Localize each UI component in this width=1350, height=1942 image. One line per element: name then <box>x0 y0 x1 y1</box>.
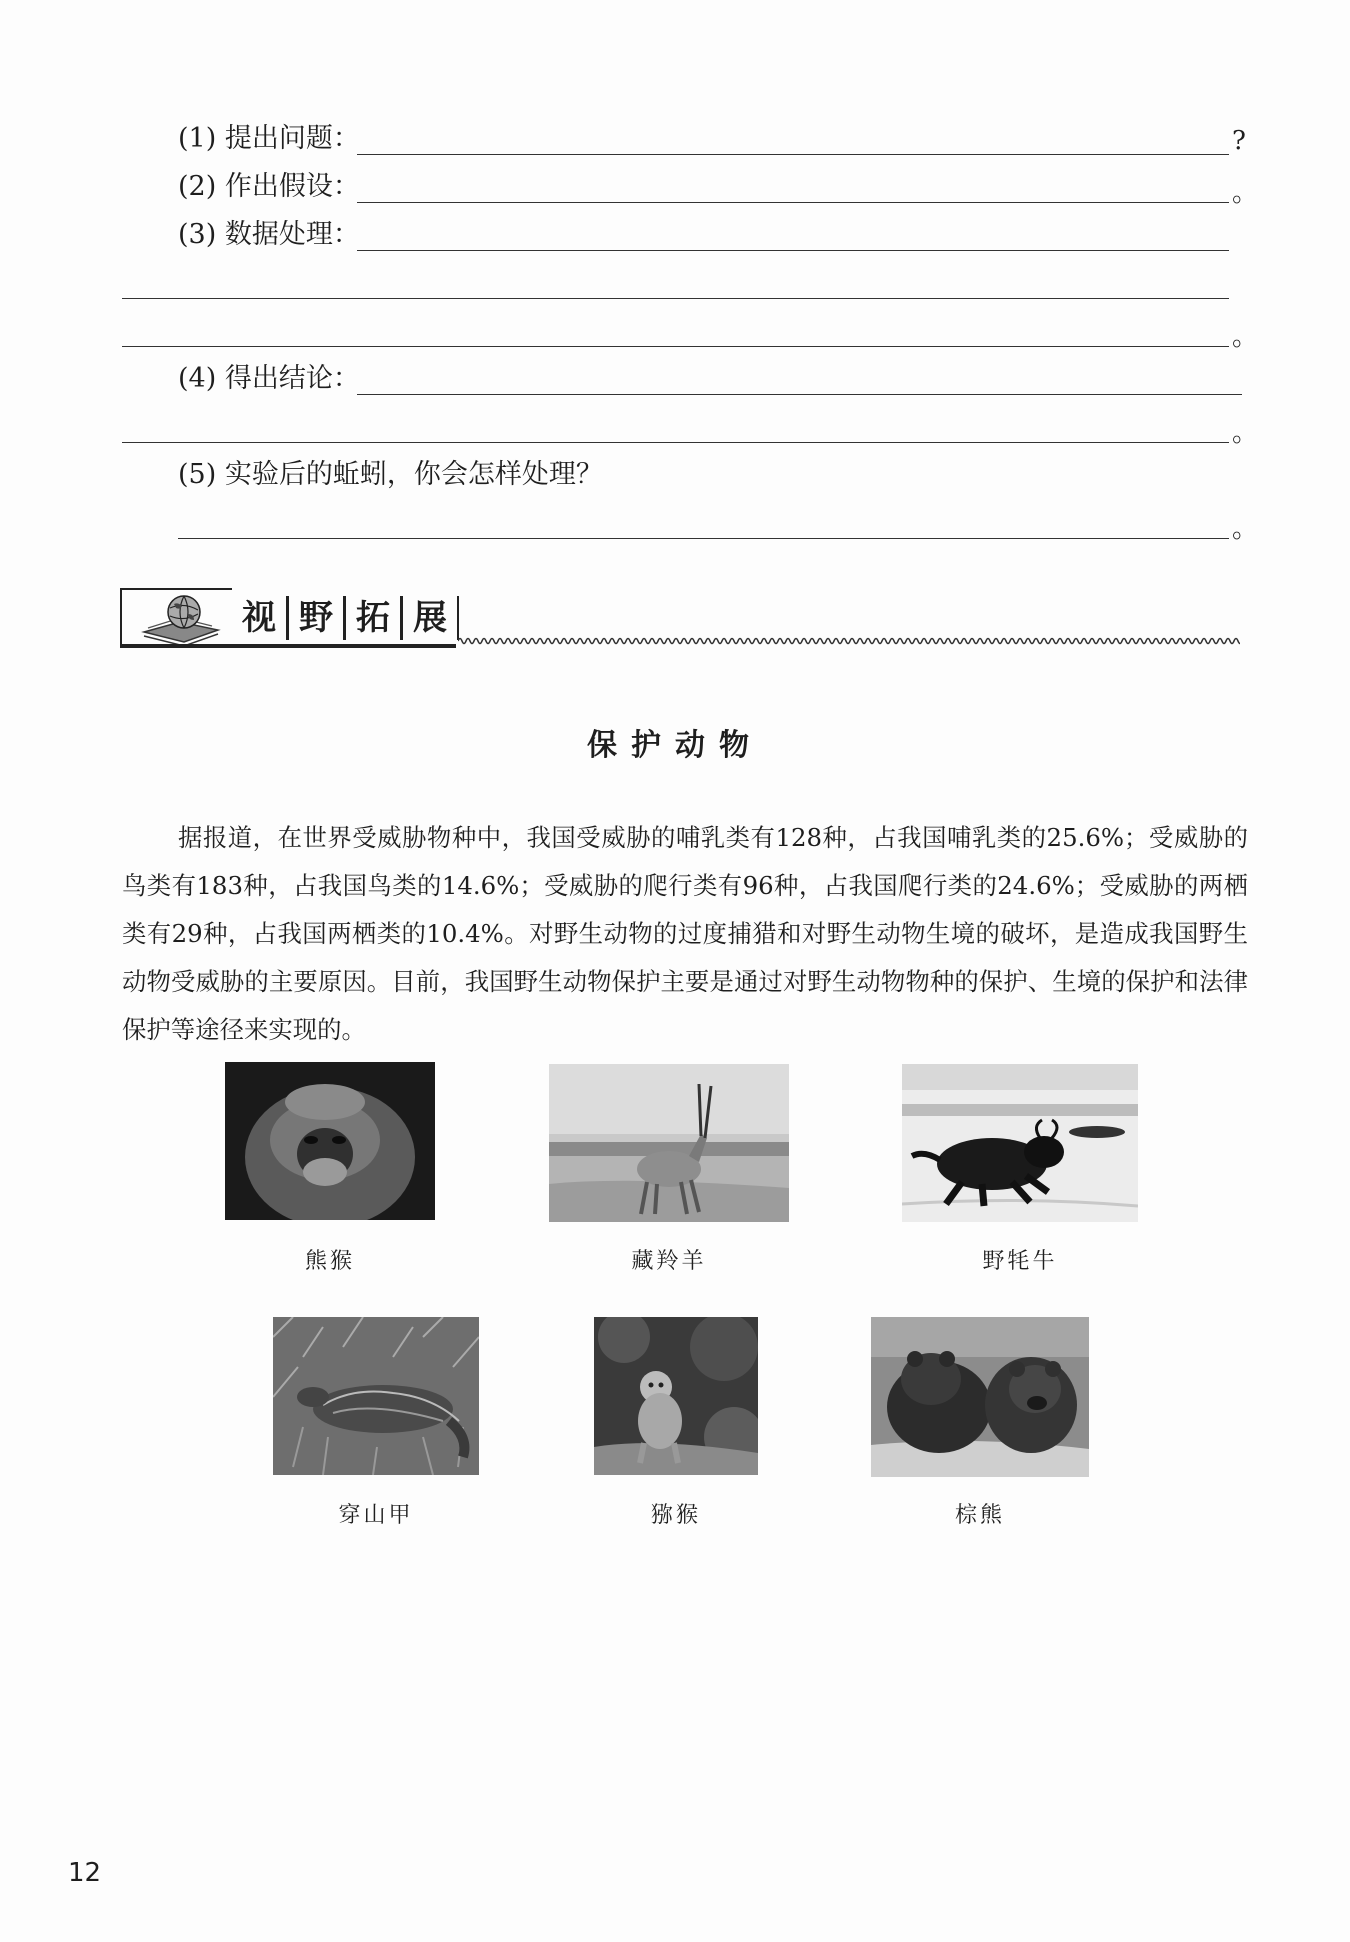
banner-char: 展 <box>403 596 459 640</box>
photo-caption: 猕猴 <box>650 1503 701 1528</box>
photo-caption: 藏羚羊 <box>631 1249 707 1274</box>
article-body: 据报道，在世界受威胁物种中，我国受威胁的哺乳类有128种，占我国哺乳类的25.6%；受威胁的鸟类有183种，占我国鸟类的14.6%；受威胁的爬行类有96种，占我国爬行类的24.6%；受威胁的两栖类有29种，占我国两栖类的10.4%。对野生动物的过度捕猎和对野生动物生境的破坏，是造成我国野生动物受威胁的主要原因。目前，我国野生动物保护主要是通过对野生动物物种的保护、生境的保护和法律保护等途径来实现的。 <box>122 823 1248 1045</box>
article-title: 保护动物 <box>587 728 763 763</box>
answer-line <box>122 298 1229 299</box>
end-mark: 。 <box>1232 322 1259 352</box>
answer-line <box>357 154 1229 155</box>
photo-caption: 棕熊 <box>954 1503 1005 1528</box>
question-label: (3) 数据处理： <box>178 219 360 250</box>
answer-line <box>178 538 1229 539</box>
answer-line <box>122 442 1229 443</box>
banner-underline <box>120 644 456 648</box>
photo-wild-yak <box>902 1064 1138 1222</box>
end-mark: 。 <box>1232 178 1259 208</box>
question-label: (5) 实验后的蚯蚓，你会怎样处理？ <box>178 459 603 490</box>
banner-char: 视 <box>232 596 289 640</box>
photo-caption: 穿山甲 <box>338 1503 414 1528</box>
banner-char: 野 <box>289 596 346 640</box>
question-label: (4) 得出结论： <box>178 363 360 394</box>
answer-line <box>357 394 1242 395</box>
answer-line <box>122 346 1229 347</box>
answer-line <box>357 202 1229 203</box>
photo-caption: 野牦牛 <box>982 1249 1058 1274</box>
end-mark: 。 <box>1232 514 1259 544</box>
end-mark: ? <box>1232 126 1246 156</box>
question-label: (1) 提出问题： <box>178 123 360 154</box>
photo-rhesus-macaque <box>594 1317 758 1475</box>
photo-brown-bear <box>871 1317 1089 1477</box>
page-number: 12 <box>68 1858 102 1888</box>
question-label: (2) 作出假设： <box>178 171 360 202</box>
banner-char: 拓 <box>346 596 403 640</box>
photo-macaque <box>225 1062 435 1220</box>
banner-title <box>232 596 459 640</box>
wavy-divider <box>458 634 1240 648</box>
end-mark: 。 <box>1232 418 1259 448</box>
globe-book-icon <box>140 592 222 648</box>
photo-caption: 熊猴 <box>304 1249 355 1274</box>
photo-pangolin <box>273 1317 479 1475</box>
photo-tibetan-antelope <box>549 1064 789 1222</box>
answer-line <box>357 250 1229 251</box>
